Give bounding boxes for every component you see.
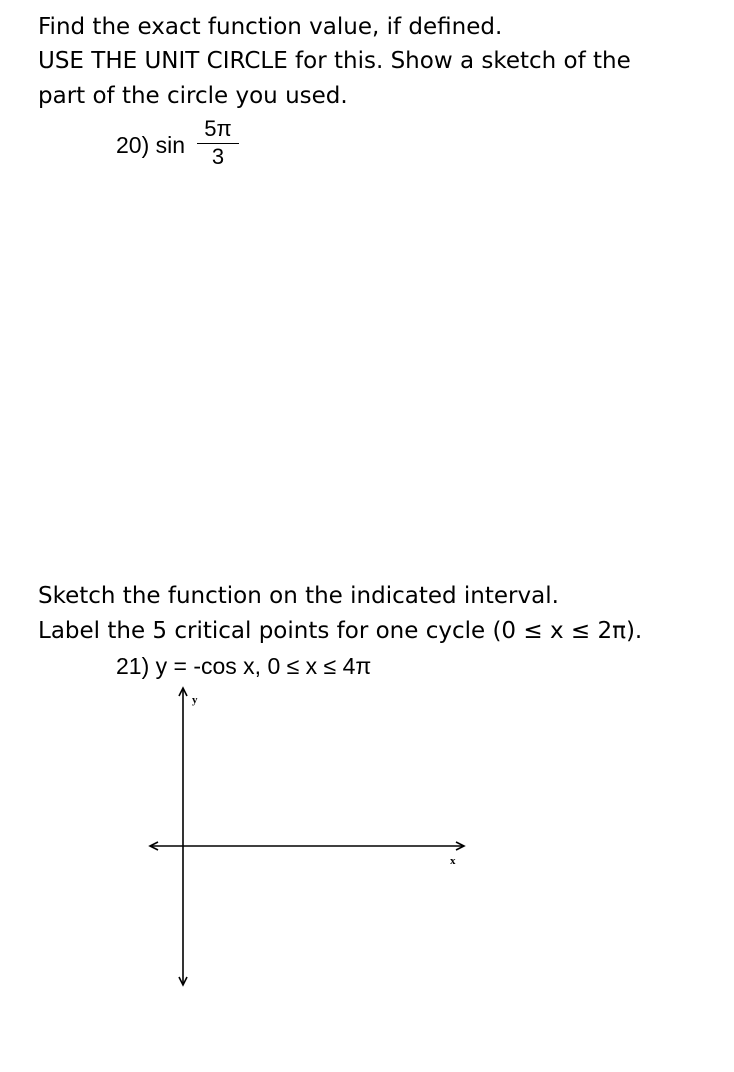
sketch-instruction-line-2: Label the 5 critical points for one cycle (0 ≤ x ≤ 2π). — [38, 618, 643, 644]
fraction-denominator: 3 — [211, 144, 225, 169]
instruction-line-1: Find the exact function value, if defined. — [38, 14, 503, 40]
x-axis-label: x — [450, 855, 456, 867]
instruction-line-2: USE THE UNIT CIRCLE for this. Show a sketch of the — [38, 48, 631, 74]
problem-20-prefix: 20) sin — [116, 132, 186, 158]
sketch-instruction-line-1: Sketch the function on the indicated interval. — [38, 583, 559, 609]
y-axis-label: y — [192, 694, 198, 706]
fraction-numerator: 5π — [204, 116, 232, 141]
problem-21-text: 21) y = -cos x, 0 ≤ x ≤ 4π — [116, 653, 372, 679]
instruction-line-3: part of the circle you used. — [38, 83, 348, 109]
